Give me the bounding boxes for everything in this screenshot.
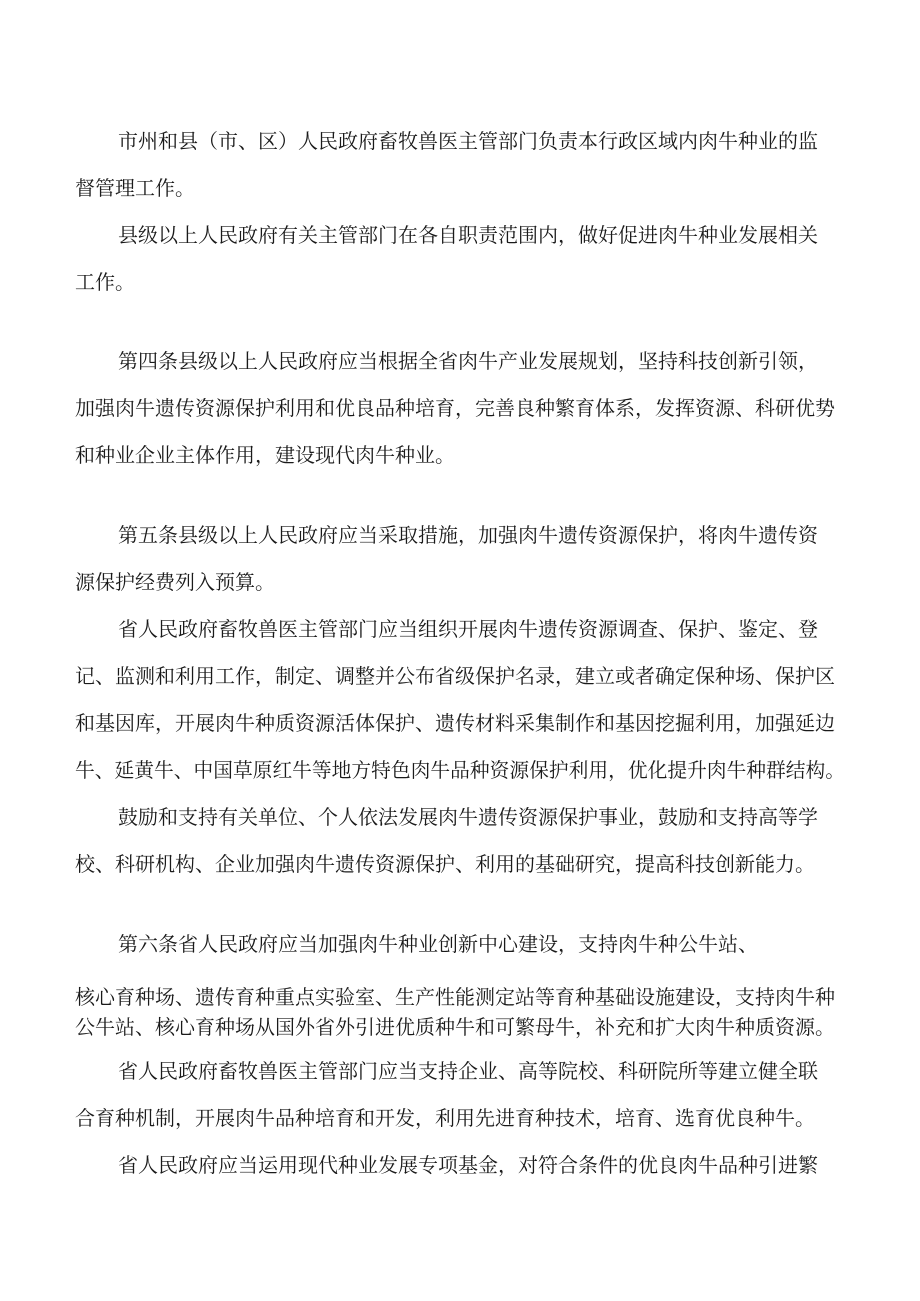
text-line: 和种业企业主体作用，建设现代肉牛种业。 (75, 443, 455, 467)
text-line: 县级以上人民政府有关主管部门在各自职责范围内，做好促进肉牛种业发展相关 (118, 223, 818, 247)
text-line: 督管理工作。 (75, 176, 195, 200)
text-line: 记、监测和利用工作，制定、调整并公布省级保护名录，建立或者确定保种场、保护区 (75, 664, 835, 688)
text-line: 省人民政府应当运用现代种业发展专项基金，对符合条件的优良肉牛品种引进繁 (118, 1153, 818, 1177)
text-line: 公牛站、核心育种场从国外省外引进优质种牛和可繁母牛，补充和扩大肉牛种质资源。 (75, 1015, 835, 1039)
text-line: 牛、延黄牛、中国草原红牛等地方特色肉牛品种资源保护利用，优化提升肉牛种群结构。 (75, 758, 846, 782)
text-line: 省人民政府畜牧兽医主管部门应当支持企业、高等院校、科研院所等建立健全联 (118, 1059, 818, 1083)
article-5-line: 第五条县级以上人民政府应当采取措施，加强肉牛遗传资源保护，将肉牛遗传资 (118, 523, 818, 547)
text-line: 鼓励和支持有关单位、个人依法发展肉牛遗传资源保护事业，鼓励和支持高等学 (118, 805, 818, 829)
text-line: 市州和县（市、区）人民政府畜牧兽医主管部门负责本行政区域内肉牛种业的监 (118, 129, 818, 153)
text-line: 加强肉牛遗传资源保护利用和优良品种培育，完善良种繁育体系，发挥资源、科研优势 (75, 396, 835, 420)
text-line: 省人民政府畜牧兽医主管部门应当组织开展肉牛遗传资源调查、保护、鉴定、登 (118, 617, 818, 641)
article-6-line: 第六条省人民政府应当加强肉牛种业创新中心建设，支持肉牛种公牛站、 (118, 932, 758, 956)
text-line: 工作。 (75, 270, 135, 294)
article-4-line: 第四条县级以上人民政府应当根据全省肉牛产业发展规划，坚持科技创新引领， (118, 349, 818, 373)
text-line: 核心育种场、遗传育种重点实验室、生产性能测定站等育种基础设施建设，支持肉牛种 (75, 985, 835, 1009)
text-line: 合育种机制，开展肉牛品种培育和开发，利用先进育种技术，培育、选育优良种牛。 (75, 1106, 815, 1130)
text-line: 和基因库，开展肉牛种质资源活体保护、遗传材料采集制作和基因挖掘利用，加强延边 (75, 711, 835, 735)
text-line: 校、科研机构、企业加强肉牛遗传资源保护、利用的基础研究，提高科技创新能力。 (75, 852, 815, 876)
text-line: 源保护经费列入预算。 (75, 570, 275, 594)
